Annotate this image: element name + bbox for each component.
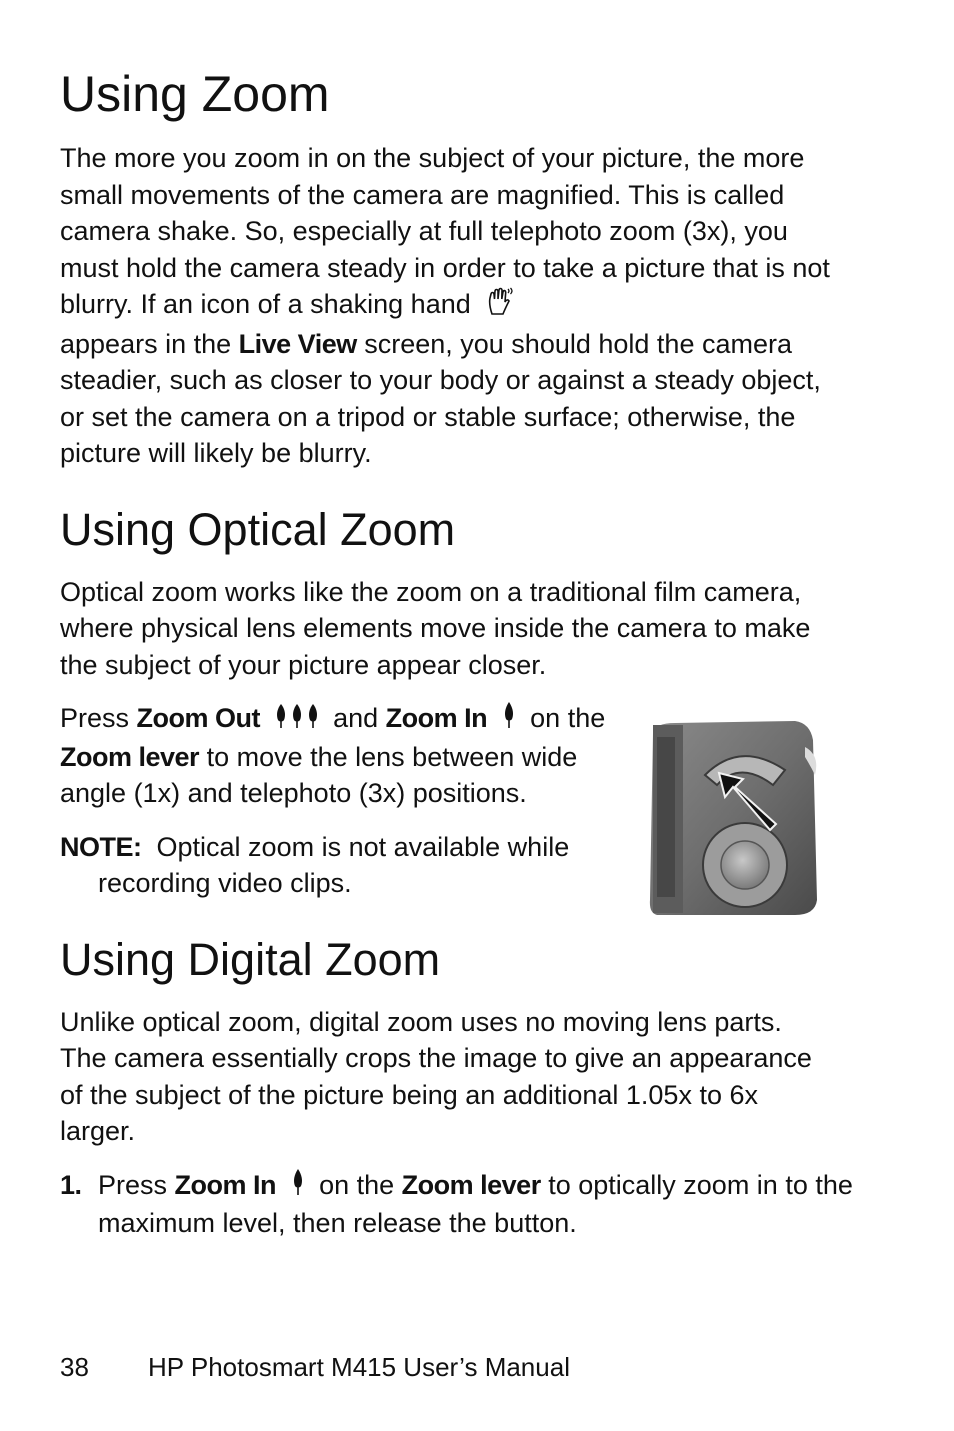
intro-paragraph: [60, 140, 835, 472]
note-text: Optical zoom is not available while recording video clips.: [98, 831, 570, 899]
step-rest-text: to optically zoom in to the maximum level, then release the button.: [98, 1169, 853, 1239]
step-zoom-in-label: Zoom In: [174, 1169, 277, 1200]
note: [60, 829, 663, 902]
live-view-label: Live View: [238, 328, 357, 359]
page-number: 38: [60, 1352, 89, 1382]
optical-instruction: [60, 700, 625, 812]
zoom-lever-label: Zoom lever: [60, 741, 200, 772]
intro-text-3: screen, you should hold the camera steadier, such as closer to your body or against a steady object, or set the camera on a tripod or stable surface; otherwise, the picture will likely be blurry.: [60, 328, 821, 469]
page-content: [60, 60, 853, 1242]
intro-text-2: appears in the: [60, 328, 232, 359]
press-text: Press: [60, 703, 130, 734]
step-number: 1.: [60, 1169, 82, 1200]
step-press-text: Press: [98, 1169, 168, 1200]
zoom-out-label: Zoom Out: [136, 703, 261, 734]
step-on-the-text: on the: [319, 1169, 395, 1200]
note-label: NOTE:: [60, 831, 142, 862]
manual-title: HP Photosmart M415 User’s Manual: [148, 1352, 570, 1382]
intro-text-1: The more you zoom in on the subject of your picture, the more small movements of the camera are magnified. This is called camera shake. So, especially at full telephoto zoom (3x), you must hold the camera steady in order to take a picture that is not blurry. If an icon of a shaking hand: [60, 143, 830, 319]
zoom-in-tree-icon: [290, 1168, 306, 1206]
section-title-digital: Using Digital Zoom: [60, 933, 441, 985]
page-title: Using Zoom: [60, 66, 330, 122]
optical-instruction-rest: to move the lens between wide angle (1x) and telephoto (3x) positions.: [60, 741, 578, 809]
zoom-in-tree-icon: [501, 701, 517, 739]
step-zoom-lever-label: Zoom lever: [401, 1169, 541, 1200]
zoom-in-label: Zoom In: [385, 703, 488, 734]
shaking-hand-icon: [484, 286, 514, 326]
optical-paragraph: Optical zoom works like the zoom on a traditional film camera, where physical lens elements move inside the camera to make the subject of your picture appear closer.: [60, 576, 811, 680]
section-title-optical: Using Optical Zoom: [60, 503, 456, 555]
page-footer: [60, 1349, 570, 1385]
on-the-text: on the: [530, 703, 606, 734]
camera-zoom-lever-photo: [645, 715, 820, 920]
zoom-out-trees-icon: [274, 702, 320, 739]
step-1: [60, 1167, 858, 1242]
and-text: and: [333, 703, 379, 734]
digital-paragraph: Unlike optical zoom, digital zoom uses no moving lens parts. The camera essentially crops the image to give an appearance of the subject of the picture being an additional 1.05x to 6x larger.: [60, 1006, 812, 1147]
